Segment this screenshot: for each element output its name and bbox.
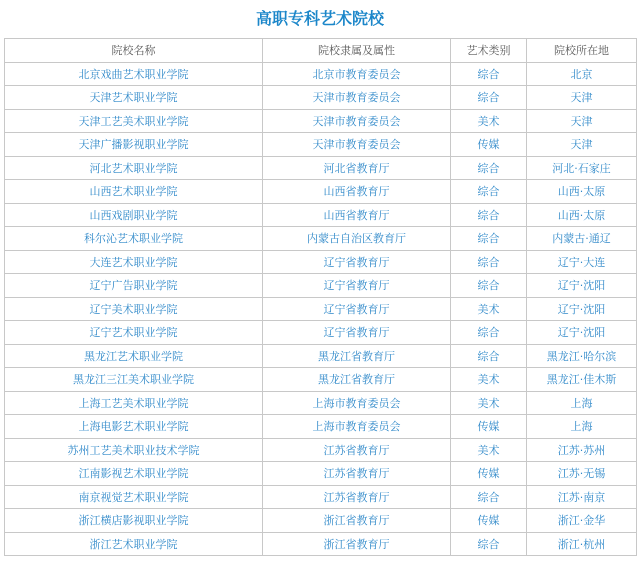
school-name-cell: 天津工艺美术职业学院: [5, 109, 263, 133]
art-category-cell: 美术: [451, 438, 527, 462]
location-cell: 辽宁·沈阳: [527, 321, 637, 345]
location-cell: 上海: [527, 415, 637, 439]
art-category-cell: 综合: [451, 274, 527, 298]
location-cell: 河北·石家庄: [527, 156, 637, 180]
affiliation-cell: 天津市教育委员会: [263, 109, 451, 133]
affiliation-cell: 辽宁省教育厅: [263, 250, 451, 274]
affiliation-cell: 辽宁省教育厅: [263, 274, 451, 298]
location-cell: 内蒙古·通辽: [527, 227, 637, 251]
art-category-cell: 综合: [451, 156, 527, 180]
location-cell: 辽宁·沈阳: [527, 297, 637, 321]
affiliation-cell: 内蒙古自治区教育厅: [263, 227, 451, 251]
table-row: [5, 368, 637, 392]
affiliation-cell: 天津市教育委员会: [263, 86, 451, 110]
location-cell: 北京: [527, 62, 637, 86]
art-category-cell: 综合: [451, 86, 527, 110]
table-header-row: [5, 39, 637, 63]
affiliation-cell: 黑龙江省教育厅: [263, 368, 451, 392]
table-row: [5, 156, 637, 180]
table-row: [5, 250, 637, 274]
header-location: 院校所在地: [527, 39, 637, 63]
location-cell: 辽宁·大连: [527, 250, 637, 274]
school-name-cell: 辽宁艺术职业学院: [5, 321, 263, 345]
art-category-cell: 综合: [451, 344, 527, 368]
school-name-cell: 浙江艺术职业学院: [5, 532, 263, 556]
school-name-cell: 大连艺术职业学院: [5, 250, 263, 274]
school-name-cell: 上海电影艺术职业学院: [5, 415, 263, 439]
affiliation-cell: 山西省教育厅: [263, 203, 451, 227]
affiliation-cell: 江苏省教育厅: [263, 438, 451, 462]
table-row: [5, 344, 637, 368]
table-row: [5, 62, 637, 86]
school-name-cell: 天津艺术职业学院: [5, 86, 263, 110]
table-row: [5, 274, 637, 298]
school-name-cell: 南京视觉艺术职业学院: [5, 485, 263, 509]
location-cell: 江苏·南京: [527, 485, 637, 509]
affiliation-cell: 浙江省教育厅: [263, 532, 451, 556]
location-cell: 黑龙江·佳木斯: [527, 368, 637, 392]
art-category-cell: 综合: [451, 227, 527, 251]
art-category-cell: 综合: [451, 250, 527, 274]
affiliation-cell: 辽宁省教育厅: [263, 321, 451, 345]
art-category-cell: 综合: [451, 62, 527, 86]
art-category-cell: 综合: [451, 532, 527, 556]
art-category-cell: 传媒: [451, 509, 527, 533]
school-name-cell: 浙江横店影视职业学院: [5, 509, 263, 533]
affiliation-cell: 上海市教育委员会: [263, 415, 451, 439]
art-category-cell: 综合: [451, 180, 527, 204]
affiliation-cell: 北京市教育委员会: [263, 62, 451, 86]
affiliation-cell: 黑龙江省教育厅: [263, 344, 451, 368]
header-affiliation: 院校隶属及属性: [263, 39, 451, 63]
table-row: [5, 321, 637, 345]
affiliation-cell: 河北省教育厅: [263, 156, 451, 180]
art-category-cell: 综合: [451, 203, 527, 227]
table-row: [5, 415, 637, 439]
school-name-cell: 黑龙江三江美术职业学院: [5, 368, 263, 392]
schools-table: [4, 38, 637, 556]
table-row: [5, 391, 637, 415]
table-row: [5, 485, 637, 509]
table-row: [5, 86, 637, 110]
affiliation-cell: 上海市教育委员会: [263, 391, 451, 415]
affiliation-cell: 辽宁省教育厅: [263, 297, 451, 321]
affiliation-cell: 山西省教育厅: [263, 180, 451, 204]
location-cell: 江苏·无锡: [527, 462, 637, 486]
art-category-cell: 传媒: [451, 462, 527, 486]
header-art-category: 艺术类别: [451, 39, 527, 63]
art-category-cell: 美术: [451, 297, 527, 321]
school-name-cell: 辽宁美术职业学院: [5, 297, 263, 321]
affiliation-cell: 浙江省教育厅: [263, 509, 451, 533]
art-category-cell: 美术: [451, 109, 527, 133]
affiliation-cell: 江苏省教育厅: [263, 462, 451, 486]
table-row: [5, 462, 637, 486]
art-category-cell: 美术: [451, 391, 527, 415]
page-title: 高职专科艺术院校: [255, 9, 384, 28]
school-name-cell: 天津广播影视职业学院: [5, 133, 263, 157]
school-name-cell: 河北艺术职业学院: [5, 156, 263, 180]
table-row: [5, 180, 637, 204]
school-name-cell: 北京戏曲艺术职业学院: [5, 62, 263, 86]
school-name-cell: 山西艺术职业学院: [5, 180, 263, 204]
table-row: [5, 509, 637, 533]
table-row: [5, 227, 637, 251]
school-name-cell: 苏州工艺美术职业技术学院: [5, 438, 263, 462]
table-row: [5, 438, 637, 462]
location-cell: 天津: [527, 86, 637, 110]
art-category-cell: 传媒: [451, 415, 527, 439]
art-category-cell: 美术: [451, 368, 527, 392]
school-name-cell: 黑龙江艺术职业学院: [5, 344, 263, 368]
affiliation-cell: 江苏省教育厅: [263, 485, 451, 509]
table-row: [5, 109, 637, 133]
table-row: [5, 203, 637, 227]
location-cell: 山西·太原: [527, 180, 637, 204]
art-category-cell: 综合: [451, 321, 527, 345]
table-row: [5, 133, 637, 157]
location-cell: 天津: [527, 133, 637, 157]
location-cell: 山西·太原: [527, 203, 637, 227]
location-cell: 上海: [527, 391, 637, 415]
location-cell: 天津: [527, 109, 637, 133]
art-category-cell: 传媒: [451, 133, 527, 157]
school-name-cell: 山西戏剧职业学院: [5, 203, 263, 227]
location-cell: 浙江·金华: [527, 509, 637, 533]
location-cell: 江苏·苏州: [527, 438, 637, 462]
school-name-cell: 辽宁广告职业学院: [5, 274, 263, 298]
table-row: [5, 297, 637, 321]
school-name-cell: 江南影视艺术职业学院: [5, 462, 263, 486]
school-name-cell: 上海工艺美术职业学院: [5, 391, 263, 415]
header-school-name: 院校名称: [5, 39, 263, 63]
location-cell: 浙江·杭州: [527, 532, 637, 556]
table-row: [5, 532, 637, 556]
affiliation-cell: 天津市教育委员会: [263, 133, 451, 157]
school-name-cell: 科尔沁艺术职业学院: [5, 227, 263, 251]
art-category-cell: 综合: [451, 485, 527, 509]
location-cell: 辽宁·沈阳: [527, 274, 637, 298]
location-cell: 黑龙江·哈尔滨: [527, 344, 637, 368]
